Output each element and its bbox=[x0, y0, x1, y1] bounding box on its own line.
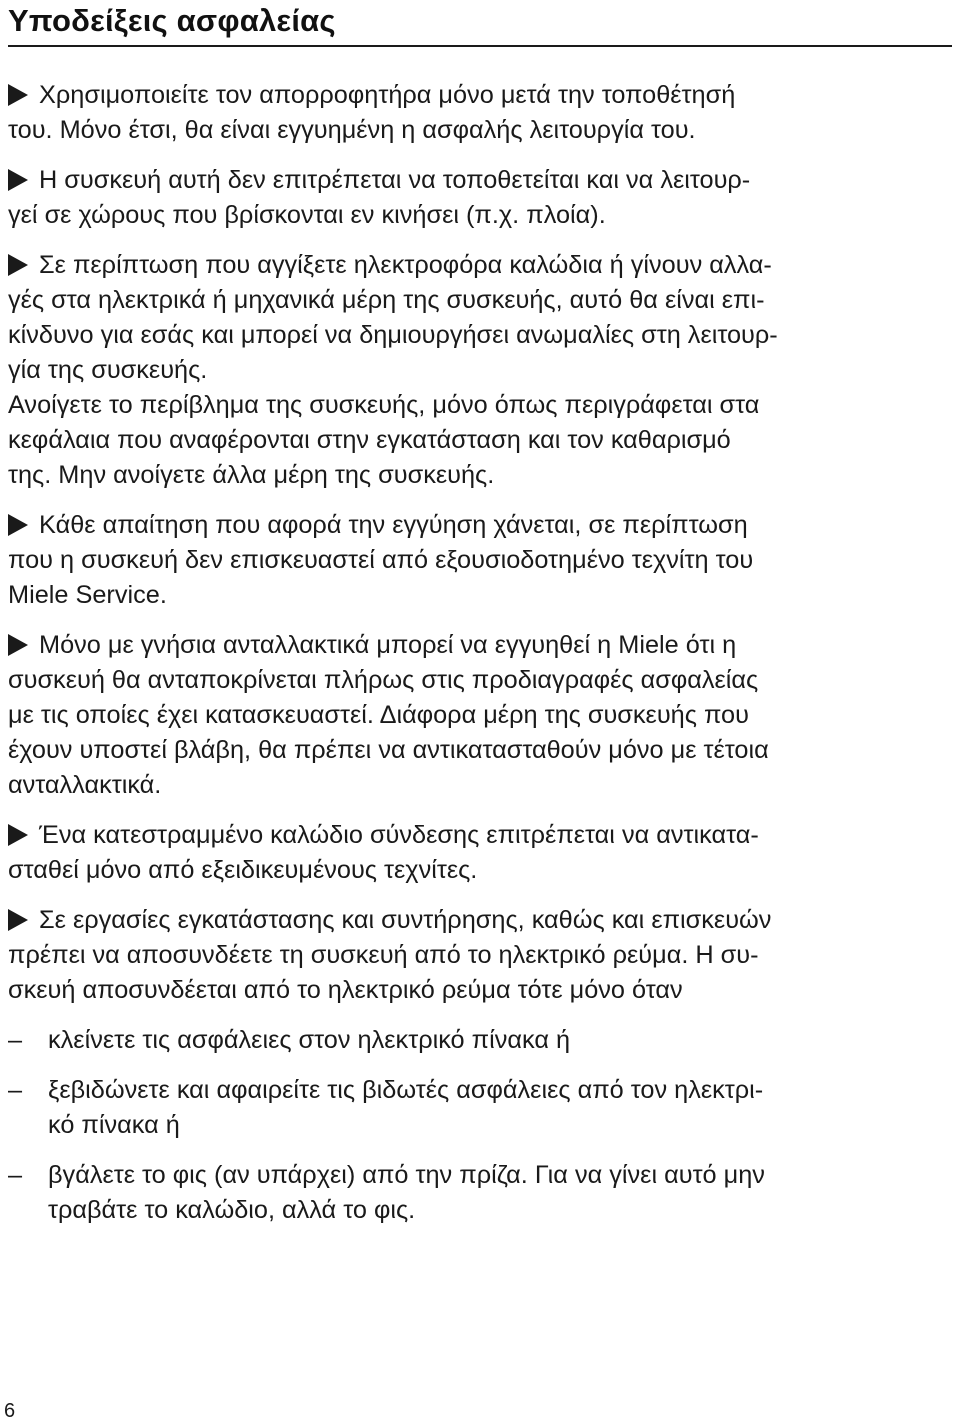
triangle-bullet-icon bbox=[8, 169, 28, 191]
triangle-bullet-icon bbox=[8, 824, 28, 846]
paragraph-line: γεί σε χώρους που βρίσκονται εν κινήσει (π.χ. πλοία). bbox=[8, 201, 606, 229]
safety-paragraph bbox=[8, 248, 952, 388]
dash-bullet: – bbox=[8, 1161, 23, 1189]
safety-instructions bbox=[8, 78, 952, 1228]
paragraph-line: Κάθε απαίτηση που αφορά την εγγύηση χάνεται, σε περίπτωση bbox=[39, 511, 748, 539]
safety-paragraph bbox=[8, 388, 952, 493]
triangle-bullet-icon bbox=[8, 254, 28, 276]
list-item bbox=[8, 1073, 952, 1143]
safety-paragraph bbox=[8, 818, 952, 888]
list-item bbox=[8, 1158, 952, 1228]
paragraph-line: γές στα ηλεκτρικά ή μηχανικά μέρη της συσκευής, αυτό θα είναι επι- bbox=[8, 286, 765, 314]
triangle-bullet-icon bbox=[8, 909, 28, 931]
paragraph-line: έχουν υποστεί βλάβη, θα πρέπει να αντικατασταθούν μόνο με τέτοια bbox=[8, 736, 769, 764]
paragraph-line: κίνδυνο για εσάς και μπορεί να δημιουργήσει ανωμαλίες στη λειτουρ- bbox=[8, 321, 778, 349]
triangle-bullet-icon bbox=[8, 514, 28, 536]
paragraph-line: Μόνο με γνήσια ανταλλακτικά μπορεί να εγγυηθεί η Miele ότι η bbox=[39, 631, 737, 659]
dash-bullet: – bbox=[8, 1076, 23, 1104]
paragraph-line: Ανοίγετε το περίβλημα της συσκευής, μόνο όπως περιγράφεται στα bbox=[8, 391, 760, 419]
paragraph-line: Ένα κατεστραμμένο καλώδιο σύνδεσης επιτρέπεται να αντικατα- bbox=[39, 821, 759, 849]
paragraph-line: γία της συσκευής. bbox=[8, 356, 208, 384]
list-item bbox=[8, 1023, 952, 1058]
dash-bullet: – bbox=[8, 1026, 23, 1054]
paragraph-line: κεφάλαια που αναφέρονται στην εγκατάσταση και τον καθαρισμό bbox=[8, 426, 731, 454]
paragraph-line: Χρησιμοποιείτε τον απορροφητήρα μόνο μετά την τοποθέτησή bbox=[39, 81, 736, 109]
safety-paragraph bbox=[8, 78, 952, 148]
paragraph-line: με τις οποίες έχει κατασκευαστεί. Διάφορα μέρη της συσκευής που bbox=[8, 701, 749, 729]
dash-list bbox=[8, 1023, 952, 1228]
page-title: Υποδείξεις ασφαλείας bbox=[8, 3, 336, 38]
triangle-bullet-icon bbox=[8, 84, 28, 106]
paragraph-line: Miele Service. bbox=[8, 581, 167, 609]
safety-paragraph bbox=[8, 163, 952, 233]
list-item-line: κό πίνακα ή bbox=[48, 1111, 180, 1139]
paragraph-line: Η συσκευή αυτή δεν επιτρέπεται να τοποθετείται και να λειτουρ- bbox=[39, 166, 751, 194]
page-number: 6 bbox=[4, 1400, 16, 1422]
triangle-bullet-icon bbox=[8, 634, 28, 656]
paragraph-line: Σε εργασίες εγκατάστασης και συντήρησης, καθώς και επισκευών bbox=[39, 906, 772, 934]
safety-paragraph bbox=[8, 903, 952, 1008]
safety-paragraph bbox=[8, 628, 952, 803]
paragraph-line: του. Μόνο έτσι, θα είναι εγγυημένη η ασφαλής λειτουργία του. bbox=[8, 116, 696, 144]
paragraph-line: πρέπει να αποσυνδέετε τη συσκευή από το ηλεκτρικό ρεύμα. Η συ- bbox=[8, 941, 759, 969]
paragraph-line: της. Μην ανοίγετε άλλα μέρη της συσκευής. bbox=[8, 461, 495, 489]
paragraph-line: Σε περίπτωση που αγγίξετε ηλεκτροφόρα καλώδια ή γίνουν αλλα- bbox=[39, 251, 772, 279]
list-item-line: κλείνετε τις ασφάλειες στον ηλεκτρικό πίνακα ή bbox=[48, 1026, 571, 1054]
list-item-line: τραβάτε το καλώδιο, αλλά το φις. bbox=[48, 1196, 416, 1224]
paragraph-line: σταθεί μόνο από εξειδικευμένους τεχνίτες. bbox=[8, 856, 478, 884]
list-item-line: ξεβιδώνετε και αφαιρείτε τις βιδωτές ασφάλειες από τον ηλεκτρι- bbox=[48, 1076, 764, 1104]
paragraph-line: ανταλλακτικά. bbox=[8, 771, 162, 799]
paragraph-line: συσκευή θα ανταποκρίνεται πλήρως στις προδιαγραφές ασφαλείας bbox=[8, 666, 759, 694]
safety-paragraph bbox=[8, 508, 952, 613]
title-divider bbox=[8, 45, 952, 47]
document-page bbox=[8, 0, 952, 1243]
paragraph-line: που η συσκευή δεν επισκευαστεί από εξουσιοδοτημένο τεχνίτη του bbox=[8, 546, 754, 574]
paragraph-line: σκευή αποσυνδέεται από το ηλεκτρικό ρεύμα τότε μόνο όταν bbox=[8, 976, 683, 1004]
list-item-line: βγάλετε το φις (αν υπάρχει) από την πρίζα. Για να γίνει αυτό μην bbox=[48, 1161, 765, 1189]
